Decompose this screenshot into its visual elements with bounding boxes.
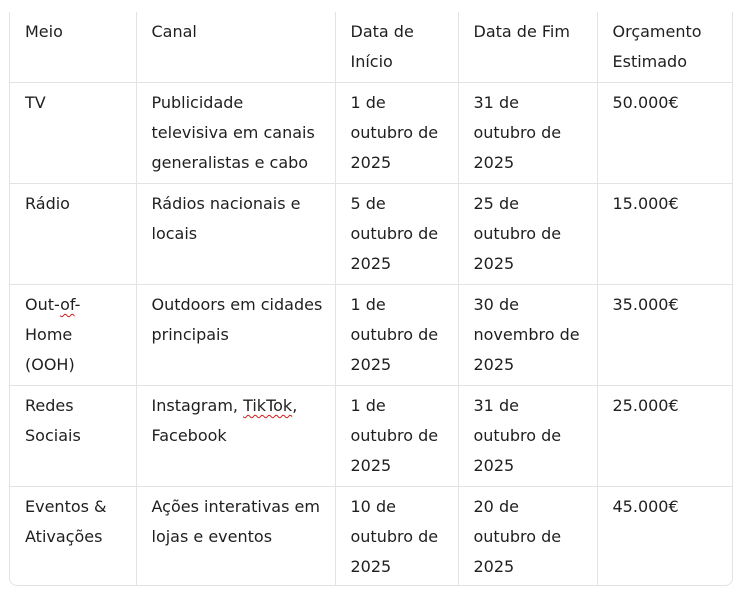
cell-data-fim: 30 de novembro de 2025: [458, 285, 597, 386]
table-row: [10, 83, 733, 184]
cell-meio: Eventos & Ativações: [25, 497, 107, 546]
cell-data-fim: 20 de outubro de 2025: [458, 487, 597, 587]
cell-orcamento: 35.000€: [597, 285, 733, 386]
cell-data-inicio: 1 de outubro de 2025: [335, 285, 458, 386]
cell-data-inicio: 10 de outubro de 2025: [335, 487, 458, 587]
cell-data-fim: 31 de outubro de 2025: [458, 386, 597, 487]
meio-text-part: Out-: [25, 295, 61, 314]
media-plan-table: [10, 12, 733, 586]
cell-canal: Publicidade televisiva em canais generalistas e cabo: [136, 83, 335, 184]
cell-canal: [136, 386, 335, 487]
meio-text-part: Home: [25, 325, 73, 344]
table-row: [10, 487, 733, 587]
cell-canal: Ações interativas em lojas e eventos: [136, 487, 335, 587]
table-header-row: [10, 12, 733, 83]
cell-meio: [10, 285, 136, 386]
cell-data-fim: 25 de outubro de 2025: [458, 184, 597, 285]
canal-text-part: Instagram,: [151, 396, 244, 415]
cell-canal: Outdoors em cidades principais: [136, 285, 335, 386]
table-row: [10, 285, 733, 386]
cell-orcamento: 50.000€: [597, 83, 733, 184]
canal-text-part: , Facebook: [151, 396, 298, 445]
header-canal: Canal: [136, 12, 335, 83]
media-plan-table-container: [9, 12, 733, 586]
cell-meio: Redes Sociais: [10, 386, 136, 487]
header-data-fim: Data de Fim: [458, 12, 597, 83]
cell-data-inicio: 1 de outubro de 2025: [335, 386, 458, 487]
cell-orcamento: 15.000€: [597, 184, 733, 285]
spellcheck-underlined-word[interactable]: TikTok: [243, 396, 293, 415]
meio-text-part: (OOH): [25, 355, 75, 374]
table-row: [10, 386, 733, 487]
meio-text-part: -: [74, 295, 81, 314]
cell-data-inicio: 5 de outubro de 2025: [335, 184, 458, 285]
cell-meio: TV: [10, 83, 136, 184]
spellcheck-underlined-word[interactable]: of: [60, 295, 75, 314]
table-row: [10, 184, 733, 285]
cell-orcamento: 25.000€: [597, 386, 733, 487]
header-data-inicio: Data de Início: [335, 12, 458, 83]
header-meio: Meio: [10, 12, 136, 83]
cell-data-fim: 31 de outubro de 2025: [458, 83, 597, 184]
cell-orcamento: 45.000€: [597, 487, 733, 587]
cell-canal: Rádios nacionais e locais: [136, 184, 335, 285]
cell-meio: Rádio: [10, 184, 136, 285]
header-orcamento: Orçamento Estimado: [597, 12, 733, 83]
cell-data-inicio: 1 de outubro de 2025: [335, 83, 458, 184]
